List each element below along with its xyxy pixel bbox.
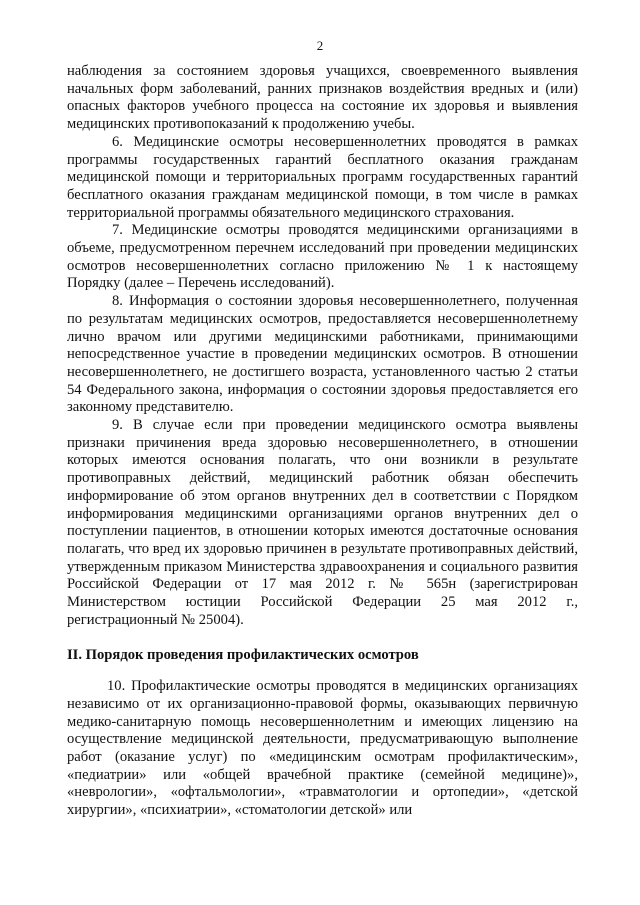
paragraph-continuation: наблюдения за состоянием здоровья учащихся, своевременного выявления начальных форм заболеваний, ранних признаков воздействия вредных и (или) опасных факторов учебного процесса на состояние их здоровья и выявления медицинских противопоказаний к продолжению учебы. xyxy=(67,63,578,133)
document-body xyxy=(67,63,578,820)
paragraph-9: 9. В случае если при проведении медицинского осмотра выявлены признаки причинения вреда здоровью несовершеннолетнего, в отношении которых имеются основания полагать, что они возникли в результате противоправных действий, медицинский работник обязан обеспечить информирование об этом органов внутренних дел в соответствии с Порядком информирования медицинскими организациями органов внутренних дел о поступлении пациентов, в отношении которых имеются достаточные основания полагать, что вред их здоровью причинен в результате противоправных действий, утвержденным приказом Министерства здравоохранения и социального развития Российской Федерации от 17 мая 2012 г. № 565н (зарегистрирован Министерством юстиции Российской Федерации 25 мая 2012 г., регистрационный № 25004). xyxy=(67,417,578,628)
paragraph-8: 8. Информация о состоянии здоровья несовершеннолетнего, полученная по результатам медицинских осмотров, предоставляется несовершеннолетнему лично врачом или другими медицинскими работниками, принимающими непосредственное участие в проведении медицинских осмотров. В отношении несовершеннолетнего, не достигшего возраста, установленного частью 2 статьи 54 Федерального закона, информация о состоянии здоровья предоставляется его законному представителю. xyxy=(67,293,578,416)
paragraph-7: 7. Медицинские осмотры проводятся медицинскими организациями в объеме, предусмотренном перечнем исследований при проведении медицинских осмотров несовершеннолетних согласно приложению № 1 к настоящему Порядку (далее – Перечень исследований). xyxy=(67,222,578,292)
page-number: 2 xyxy=(316,38,324,53)
paragraph-6: 6. Медицинские осмотры несовершеннолетних проводятся в рамках программы государственных гарантий бесплатного оказания гражданам медицинской помощи и территориальных программ государственных гарантий бесплатного оказания гражданам медицинской помощи, в том числе в рамках территориальной программы обязательного медицинского страхования. xyxy=(67,133,578,221)
paragraph-10: 10. Профилактические осмотры проводятся в медицинских организациях независимо от их организационно-правовой формы, оказывающих первичную медико-санитарную помощь несовершеннолетним и имеющих лицензию на осуществление медицинской деятельности, предусматривающую выполнение работ (оказание услуг) по «медицинским осмотрам профилактическим», «педиатрии» или «общей врачебной практике (семейной медицине)», «неврологии», «офтальмологии», «травматологии и ортопедии», «детской хирургии», «психиатрии», «стоматологии детской» или xyxy=(67,678,578,819)
section-heading: II. Порядок проведения профилактических осмотров xyxy=(67,646,419,663)
